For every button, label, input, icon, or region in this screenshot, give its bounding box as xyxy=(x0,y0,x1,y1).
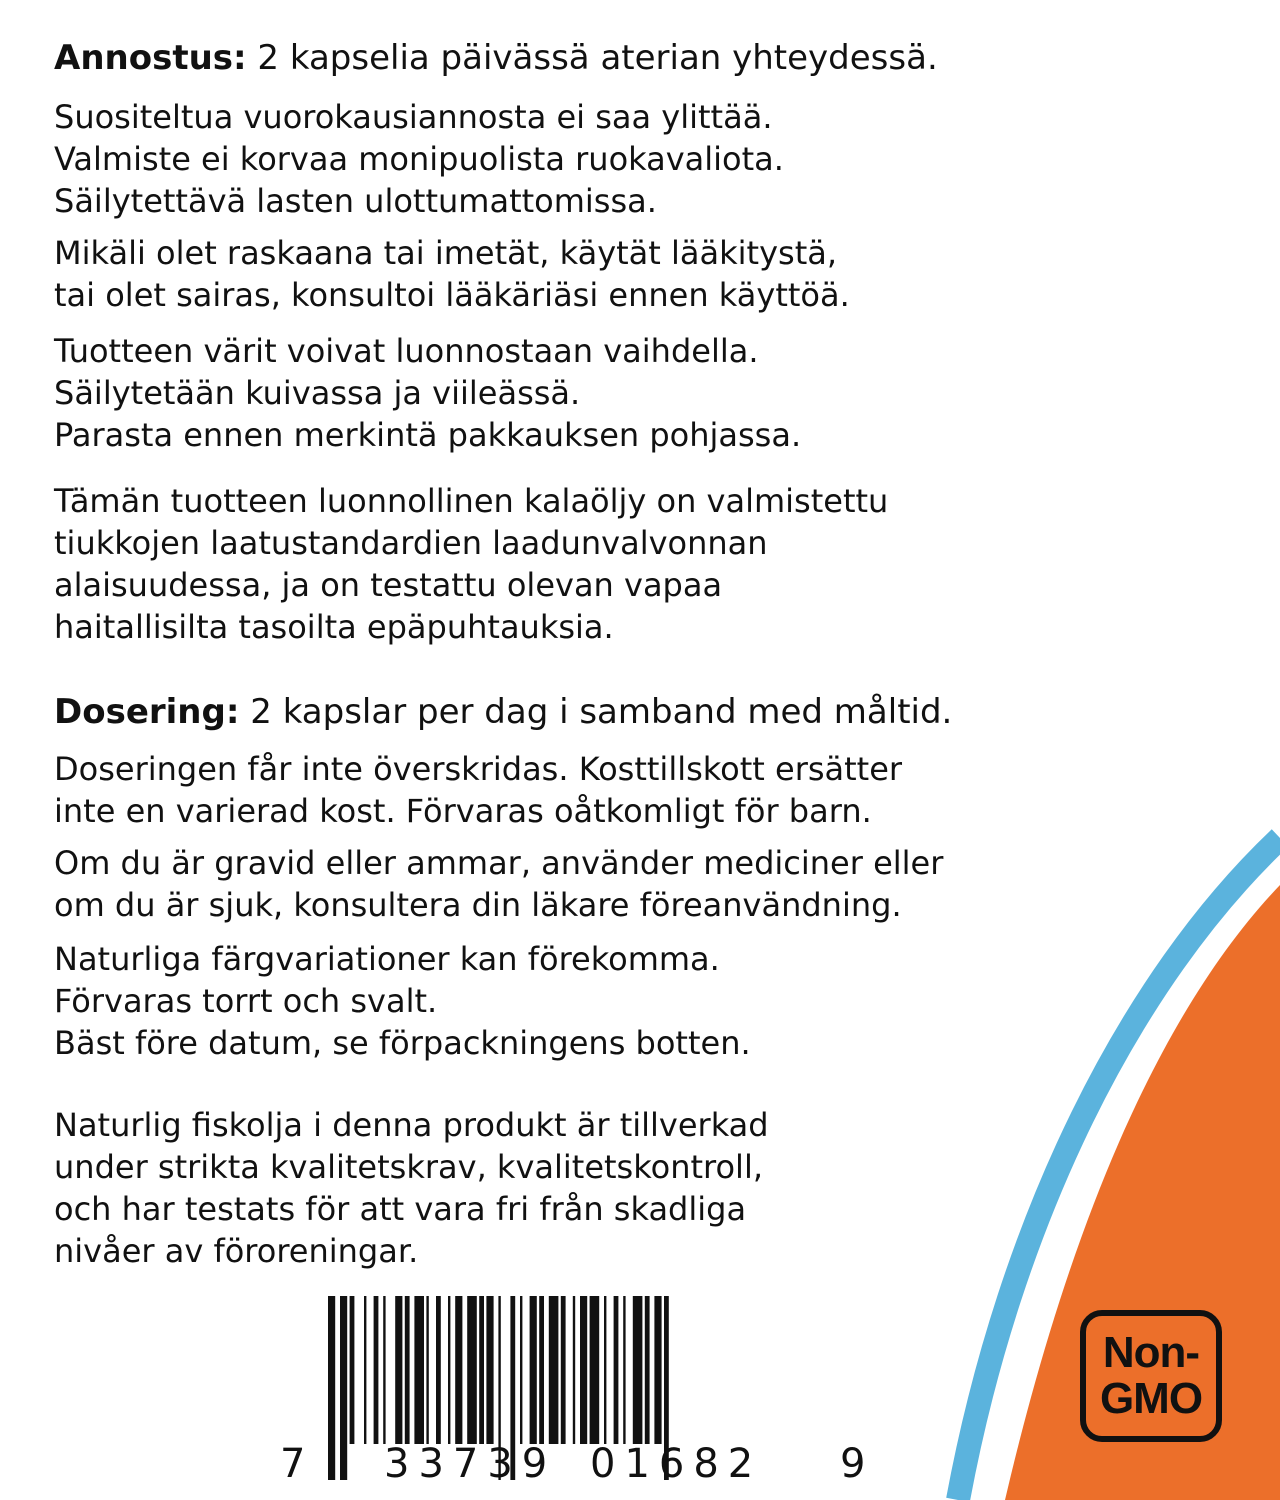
barcode-bar xyxy=(573,1296,575,1444)
finnish-quality-line: Tämän tuotteen luonnollinen kalaöljy on valmistettu xyxy=(54,482,889,520)
barcode-bar xyxy=(383,1296,385,1444)
finnish-quality-line: haitallisilta tasoilta epäpuhtauksia. xyxy=(54,608,614,646)
barcode-bar xyxy=(436,1296,441,1444)
barcode-bar xyxy=(364,1296,366,1444)
barcode-bar xyxy=(604,1296,606,1444)
barcode-bar xyxy=(549,1296,559,1444)
barcode-bar xyxy=(580,1296,587,1444)
finnish-dosage-text: 2 kapselia päivässä aterian yhteydessä. xyxy=(246,38,938,78)
finnish-quality-line: alaisuudessa, ja on testattu olevan vapaa xyxy=(54,566,723,604)
swedish-storage-notice xyxy=(54,938,751,1064)
barcode-bar xyxy=(426,1296,428,1444)
finnish-storage-notice xyxy=(54,330,801,456)
finnish-warning-line: Suositeltua vuorokausiannosta ei saa ylittää. xyxy=(54,98,773,136)
barcode-lead-digit: 7 xyxy=(280,1441,306,1487)
swedish-pregnancy-line: Om du är gravid eller ammar, använder mediciner eller xyxy=(54,844,944,882)
swedish-quality-line: nivåer av föroreningar. xyxy=(54,1232,419,1270)
swedish-warning-line: Doseringen får inte överskridas. Kosttillskott ersätter xyxy=(54,750,903,788)
finnish-storage-line: Säilytetään kuivassa ja viileässä. xyxy=(54,374,581,412)
swedish-quality-line: och har testats för att vara fri från skadliga xyxy=(54,1190,747,1228)
swedish-warnings xyxy=(54,748,902,832)
swedish-pregnancy-line: om du är sjuk, konsultera din läkare föreanvändning. xyxy=(54,886,902,924)
barcode-bar xyxy=(395,1296,402,1444)
barcode-bar xyxy=(623,1296,625,1444)
finnish-quality-statement xyxy=(54,480,888,648)
swedish-dosage-text: 2 kapslar per dag i samband med måltid. xyxy=(239,692,953,732)
finnish-dosage-keyword: Annostus: xyxy=(54,38,247,78)
finnish-pregnancy-line: tai olet sairas, konsultoi lääkäriäsi ennen käyttöä. xyxy=(54,276,850,314)
barcode-bar xyxy=(479,1296,484,1444)
barcode-bar xyxy=(645,1296,650,1444)
barcode-icon xyxy=(280,1296,880,1496)
finnish-pregnancy-line: Mikäli olet raskaana tai imetät, käytät lääkitystä, xyxy=(54,234,838,272)
swedish-quality-statement xyxy=(54,1104,769,1272)
swedish-quality-line: Naturlig fiskolja i denna produkt är tillverkad xyxy=(54,1106,769,1144)
finnish-quality-line: tiukkojen laatustandardien laadunvalvonnan xyxy=(54,524,768,562)
finnish-warning-line: Säilytettävä lasten ulottumattomissa. xyxy=(54,182,657,220)
swedish-dosage-keyword: Dosering: xyxy=(54,692,240,732)
badge-line-2: GMO xyxy=(1099,1374,1203,1423)
finnish-pregnancy-notice xyxy=(54,232,850,316)
barcode-bar xyxy=(539,1296,544,1444)
swedish-storage-line: Förvaras torrt och svalt. xyxy=(54,982,438,1020)
barcode-bar xyxy=(374,1296,379,1444)
barcode-bar xyxy=(350,1296,355,1444)
barcode-bar xyxy=(633,1296,643,1444)
swedish-storage-line: Bäst före datum, se förpackningens botten. xyxy=(54,1024,751,1062)
barcode-check-digit: 9 xyxy=(840,1441,866,1487)
swedish-warning-line: inte en varierad kost. Förvaras oåtkomligt för barn. xyxy=(54,792,872,830)
badge-line-1: Non- xyxy=(1102,1328,1200,1377)
barcode-right-digits: 01682 xyxy=(590,1441,763,1487)
barcode-bar xyxy=(614,1296,619,1444)
barcode-bar xyxy=(448,1296,450,1444)
barcode-left-digits: 33739 xyxy=(384,1441,557,1487)
finnish-warnings xyxy=(54,96,784,222)
swedish-quality-line: under strikta kvalitetskrav, kvalitetskontroll, xyxy=(54,1148,763,1186)
barcode-bar xyxy=(486,1296,493,1444)
barcode-bar xyxy=(520,1296,522,1444)
non-gmo-badge xyxy=(1080,1310,1222,1442)
finnish-warning-line: Valmiste ei korvaa monipuolista ruokavaliota. xyxy=(54,140,784,178)
barcode-bar xyxy=(328,1296,335,1480)
barcode-bar xyxy=(467,1296,477,1444)
barcode-bar xyxy=(561,1296,566,1444)
barcode-bar xyxy=(654,1296,661,1444)
finnish-storage-line: Tuotteen värit voivat luonnostaan vaihdella. xyxy=(54,332,759,370)
barcode-bar xyxy=(414,1296,424,1444)
barcode-bar xyxy=(590,1296,600,1444)
swedish-pregnancy-notice xyxy=(54,842,943,926)
swedish-storage-line: Naturliga färgvariationer kan förekomma. xyxy=(54,940,720,978)
barcode-bar xyxy=(340,1296,347,1480)
barcode-bar xyxy=(530,1296,537,1444)
swedish-dosage-heading xyxy=(54,690,952,734)
barcode-bar xyxy=(455,1296,462,1444)
barcode-bar xyxy=(405,1296,410,1444)
finnish-dosage-heading xyxy=(54,36,938,80)
finnish-storage-line: Parasta ennen merkintä pakkauksen pohjassa. xyxy=(54,416,802,454)
